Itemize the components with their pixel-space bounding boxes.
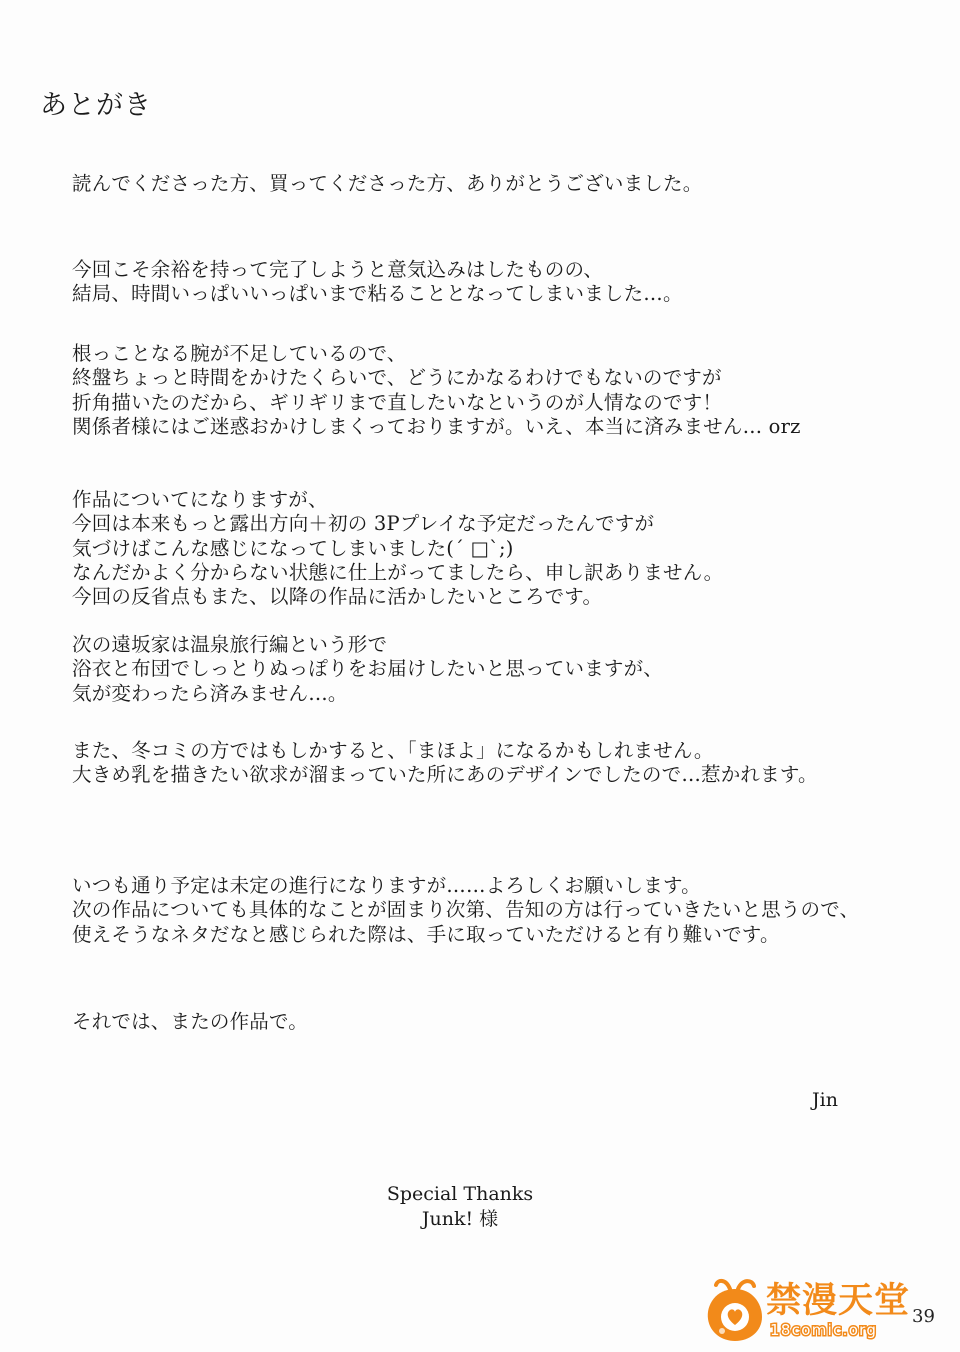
- paragraph-line: 気が変わったら済みません…。: [72, 681, 348, 705]
- paragraph-line: 浴衣と布団でしっとりぬっぽりをお届けしたいと思っていますが、: [72, 657, 664, 681]
- paragraph-line: 終盤ちょっと時間をかけたくらいで、どうにかなるわけでもないのですが: [72, 366, 722, 390]
- paragraph-line: 折角描いたのだから、ギリギリまで直したいなというのが人情なのです！: [72, 390, 723, 414]
- paragraph-winter-comiket: [72, 739, 818, 788]
- paragraph-line: 使えそうなネタだなと感じられた際は、手に取っていただけると有り難いです。: [72, 922, 780, 946]
- paragraph-line: 作品についてになりますが、: [72, 488, 328, 511]
- author-signature: Jin: [812, 1089, 838, 1111]
- paragraph-line: 今回は本来もっと露出方向＋初の 3Pプレイな予定だったんですが: [72, 512, 655, 536]
- special-thanks-heading: Special Thanks: [386, 1183, 534, 1205]
- paragraph-line: 気づけばこんな感じになってしまいました(´ □`;): [72, 536, 514, 560]
- site-watermark[interactable]: [700, 1275, 925, 1345]
- paragraph-line: 結局、時間いっぱいいっぱいまで粘ることとなってしまいました…。: [72, 282, 683, 306]
- paragraph-line: なんだかよく分からない状態に仕上がってましたら、申し訳ありません。: [72, 560, 724, 584]
- watermark-url[interactable]: 18comic.org: [770, 1321, 878, 1339]
- paragraph-line: 次の遠坂家は温泉旅行編という形で: [72, 633, 388, 656]
- paragraph-apology: [72, 342, 801, 439]
- paragraph-line: それでは、またの作品で。: [72, 1010, 309, 1033]
- paragraph-line: 今回の反省点もまた、以降の作品に活かしたいところです。: [72, 585, 603, 609]
- paragraph-next-work: [72, 633, 663, 706]
- paragraph-closing: [72, 1010, 308, 1034]
- special-thanks-name: Junk! 様: [421, 1208, 499, 1230]
- paragraph-schedule: [72, 258, 683, 307]
- paragraph-line: 大きめ乳を描きたい欲求が溜まっていた所にあのデザインでしたので…惹かれます。: [72, 763, 818, 787]
- paragraph-about-work: [72, 488, 723, 609]
- paragraph-line: また、冬コミの方ではもしかすると、「まほよ」になるかもしれません。: [72, 739, 714, 762]
- paragraph-line: 次の作品についても具体的なことが固まり次第、告知の方は行っていきたいと思うので、: [72, 898, 860, 922]
- paragraph-thanks-readers: [72, 172, 702, 196]
- special-thanks: [330, 1182, 590, 1232]
- paragraph-future-plans: [72, 874, 859, 947]
- paragraph-line: 今回こそ余裕を持って完了しようと意気込みはしたものの、: [72, 258, 604, 281]
- page-title: あとがき: [40, 90, 152, 121]
- paragraph-line: いつも通り予定は未定の進行になりますが……よろしくお願いします。: [72, 874, 701, 897]
- watermark-title: 禁漫天堂: [766, 1281, 911, 1321]
- paragraph-line: 読んでくださった方、買ってくださった方、ありがとうございました。: [72, 172, 703, 195]
- page-number: 39: [912, 1306, 935, 1327]
- paragraph-line: 関係者様にはご迷惑おかけしまくっておりますが。いえ、本当に済みません… orz: [72, 414, 801, 438]
- paragraph-line: 根っことなる腕が不足しているので、: [72, 342, 407, 365]
- mascot-logo-icon: [700, 1275, 770, 1345]
